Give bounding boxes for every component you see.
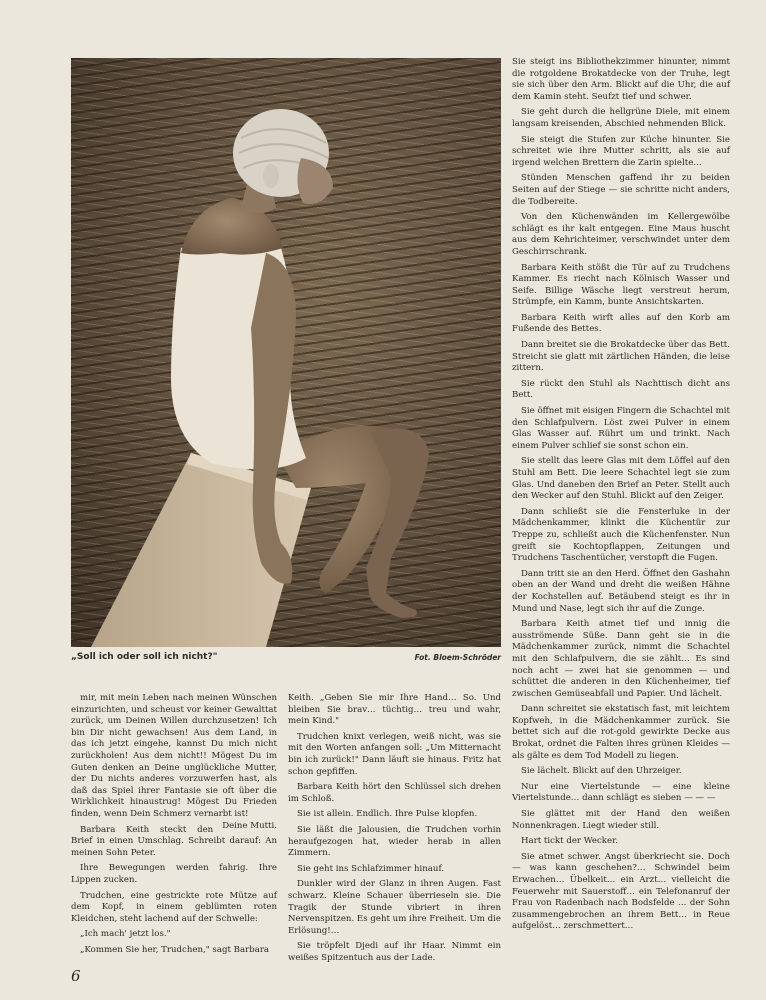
paragraph: Sie glättet mit der Hand den weißen Nonnenkragen. Liegt wieder still. (512, 809, 730, 831)
paragraph: Dann breitet sie die Brokatdecke über das Bett. Streicht sie glatt mit zärtlichen Händen, die leise zittern. (512, 340, 730, 374)
paragraph: Sie tröpfelt Djedi auf ihr Haar. Nimmt ein weißes Spitzentuch aus der Lade. (288, 941, 501, 963)
paragraph: Barbara Keith wirft alles auf den Korb am Fußende des Bettes. (512, 312, 730, 335)
paragraph: Barbara Keith stößt die Tür auf zu Trudchens Kammer. Es riecht nach Kölnisch Wasser und Seife. Billige Wäsche liegt verstreut herum, Strümpfe, ein Kamm, bunte Ansichtskarten. (512, 262, 730, 308)
paragraph: Dunkler wird der Glanz in ihren Augen. Fast schwarz. Kleine Schauer überrieseln sie. Die Tragik der Stunde vibriert in ihren Nervenspitzen. Es geht um ihre Freiheit. Um die Erlösung!… (288, 879, 501, 936)
paragraph: Nur eine Viertelstunde — eine kleine Viertelstunde… dann schlägt es sieben — — — (512, 781, 730, 804)
paragraph: Barbara Keith hört den Schlüssel sich drehen im Schloß. (288, 782, 501, 804)
paragraph: Sie ist allein. Endlich. Ihre Pulse klopfen. (297, 809, 478, 820)
paragraph: Dann tritt sie an den Herd. Öffnet den Gashahn oben an der Wand und dreht die weißen Hähne der Kochstellen auf. Betäubend steigt es ihr in Mund und Nase, legt sich ihr auf die Zunge. (512, 568, 730, 614)
paragraph: „Kommen Sie her, Trudchen," sagt Barbara (80, 944, 270, 955)
paragraph: Keith. „Geben Sie mir Ihre Hand… So. Und bleiben Sie brav… tüchtig… treu und wahr, mein Kind." (288, 693, 501, 727)
text-column-right (512, 57, 730, 937)
photo-caption: „Soll ich oder soll ich nicht?" (71, 652, 218, 662)
text-column-left (71, 693, 277, 960)
paragraph: Sie steigt die Stufen zur Küche hinunter. Sie schreitet wie ihre Mutter schritt, als sie auf irgend welchen Brettern die Zarin spielte… (512, 134, 730, 168)
paragraph: Sie atmet schwer. Angst überkriecht sie. Doch — was kann geschehen?… Schwindel beim Erwachen… Übelkeit… ein Arzt… vielleicht die Feuerwehr mit Sauerstoff… ein Telefonanruf der Frau von Radenbach nach Bodsfelde … der Sohn zusammengebrochen an ihrem Bett… in Reue aufgelöst… zerschmettert… (512, 851, 730, 932)
paragraph: Dann schreitet sie ekstatisch fast, mit leichtem Kopfweh, in die Mädchenkammer zurück. Sie bettet sich auf die rot-gold gewirkte Decke aus Brokat, ordnet die Falten ihres grünen Kleides — als gälte es dem Tod Modell zu liegen. (512, 704, 730, 761)
letter-text: mir, mit mein Leben nach meinen Wünschen einzurichten, und scheust vor keiner Gewalttat zurück, um Deinen Willen durchzusetzen! Ich bin Dir nicht gewachsen! Aus dem Land, in das ich jetzt eingehe, kannst Du mich nicht zurückholen! Aus dem nicht!! Mögest Du im Guten denken an Deine unglückliche Mutter, der Du nichts anderes vorzuwerfen hast, als daß das Spiel ihrer Fantasie sie oft über die Wirklichkeit hinaustrug! Mögest Du Frieden finden, wenn Dein Schmerz vernarbt ist! (71, 693, 277, 819)
letter-signature: Deine Mutti. (222, 820, 277, 831)
text-column-middle (288, 693, 501, 968)
paragraph: Sie öffnet mit eisigen Fingern die Schachtel mit den Schlafpulvern. Löst zwei Pulver in einem Glas Wasser auf. Rührt um und trinkt. Nach einem Pulver schlief sie sonst schon ein. (512, 406, 730, 451)
paragraph: Barbara Keith atmet tief und innig die ausströmende Süße. Dann geht sie in die Mädchenkammer zurück, nimmt die Schachtel mit den Schlafpulvern, die sie zählt… Es sind noch acht — zwei hat sie genommen — und schüttet die anderen in den Küchenheimer, tief zwischen Gemüseabfall und Papier. Und lächelt. (512, 619, 730, 699)
paragraph: Sie stellt das leere Glas mit dem Löffel auf den Stuhl am Bett. Die leere Schachtel legt sie zum Glas. Und daneben den Brief an Peter. Stellt auch den Wecker auf den Stuhl. Blickt auf den Zeiger. (512, 456, 730, 502)
letter-paragraph (71, 693, 277, 831)
paragraph: Barbara Keith steckt den Brief in einen Umschlag. Schreibt darauf: An meinen Sohn Peter. (71, 824, 277, 858)
paragraph: Sie lächelt. Blickt auf den Uhrzeiger. (521, 766, 682, 777)
paragraph: Sie läßt die Jalousien, die Trudchen vorhin heraufgezogen hat, wieder herab in allen Zimmern. (288, 824, 501, 859)
photo-illustration (71, 58, 501, 647)
paragraph: Dann schließt sie die Fensterluke in der Mädchenkammer, klinkt die Küchentür zur Treppe zu, schließt auch die Küchenfenster. Nun greift sie Kochtopflappen, Zeitungen und Trudchens Taschentücher, verstopft die Fugen. (512, 506, 730, 564)
photo-swimmer-on-diving-board (71, 58, 501, 647)
paragraph: Ihre Bewegungen werden fahrig. Ihre Lippen zucken. (71, 863, 277, 885)
paragraph: Sie geht ins Schlafzimmer hinauf. (297, 863, 445, 874)
paragraph: Sie geht durch die hellgrüne Diele, mit einem langsam kreisenden, Abschied nehmenden Blick. (512, 107, 730, 129)
paragraph: „Ich mach' jetzt los." (80, 929, 171, 940)
paragraph: Sie rückt den Stuhl als Nachttisch dicht ans Bett. (512, 378, 730, 401)
photo-credit: Fot. Bloem-Schröder (414, 653, 501, 662)
page-number: 6 (71, 967, 81, 985)
paragraph: Sie steigt ins Bibliothekzimmer hinunter, nimmt die rotgoldene Brokatdecke von der Truhe, legt sie sich über den Arm. Blickt auf die Uhr, die auf dem Kamin steht. Seufzt tief und schwer. (512, 57, 730, 102)
paragraph: Trudchen, eine gestrickte rote Mütze auf dem Kopf, in einem geblümten roten Kleidchen, steht lachend auf der Schwelle: (71, 890, 277, 924)
paragraph: Stünden Menschen gaffend ihr zu beiden Seiten auf der Stiege — sie schritte nicht anders, die Todbereite. (512, 173, 730, 207)
paragraph: Hart tickt der Wecker. (521, 836, 618, 847)
paragraph: Von den Küchenwänden im Kellergewölbe schlägt es ihr kalt entgegen. Eine Maus huscht aus dem Kehrichteimer, verschwindet unter dem Geschirrschrank. (512, 212, 730, 257)
paragraph: Trudchen knixt verlegen, weiß nicht, was sie mit den Worten anfangen soll: „Um Mitternacht bin ich zurück!" Dann läuft sie hinaus. Fritz hat schon gepfiffen. (288, 731, 501, 777)
